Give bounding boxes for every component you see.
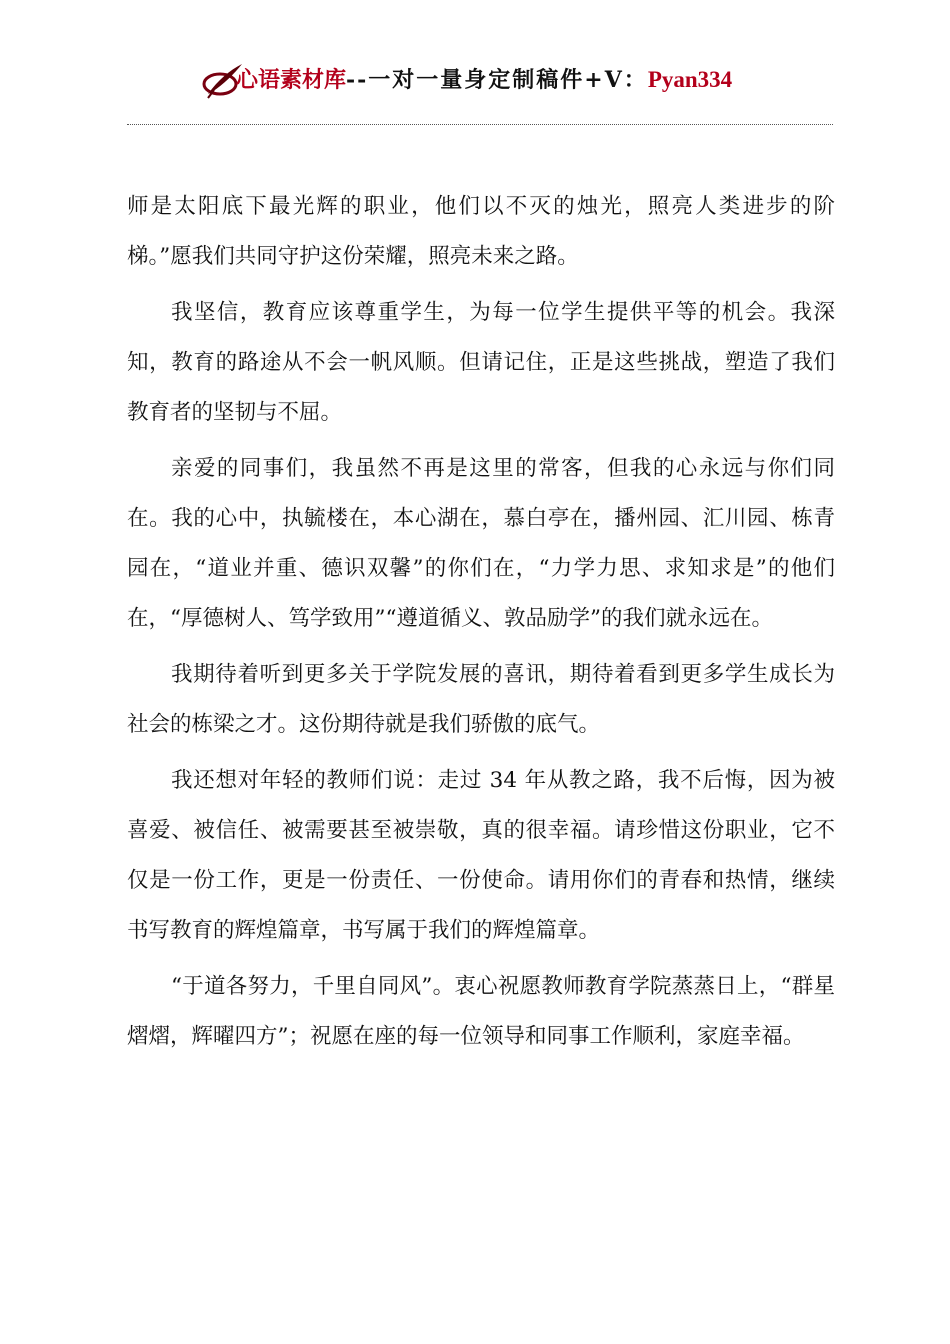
header-divider [127, 124, 833, 125]
header-separator: -- [346, 67, 369, 93]
paragraph: 我期待着听到更多关于学院发展的喜讯，期待着看到更多学生成长为社会的栋梁之才。这份期待就是我们骄傲的底气。 [127, 662, 835, 737]
document-body [127, 182, 835, 1068]
paragraph: 我坚信，教育应该尊重学生，为每一位学生提供平等的机会。我深知，教育的路途从不会一帆风顺。但请记住，正是这些挑战，塑造了我们教育者的坚韧与不屈。 [127, 300, 835, 425]
header-title [236, 66, 732, 94]
paragraph: 师是太阳底下最光辉的职业，他们以不灭的烛光，照亮人类进步的阶梯。”愿我们共同守护这份荣耀，照亮未来之路。 [127, 194, 835, 269]
paragraph: “于道各努力，千里自同风”。衷心祝愿教师教育学院蒸蒸日上，“群星熠熠，辉曜四方”；祝愿在座的每一位领导和同事工作顺利，家庭幸福。 [127, 974, 835, 1049]
brand-name: 心语素材库 [236, 67, 347, 93]
contact-prefix: +V： [584, 67, 648, 93]
page-header [0, 58, 950, 104]
paragraph: 亲爱的同事们，我虽然不再是这里的常客，但我的心永远与你们同在。我的心中，执毓楼在，本心湖在，慕白亭在，播州园、汇川园、栋青园在，“道业并重、德识双馨”的你们在，“力学力思、求知求是”的他们在，“厚德树人、笃学致用”“遵道循义、敦品励学”的我们就永远在。 [127, 456, 835, 631]
header-tagline: 一对一量身定制稿件 [368, 67, 585, 93]
paragraph: 我还想对年轻的教师们说：走过 34 年从教之路，我不后悔，因为被喜爱、被信任、被需要甚至被崇敬，真的很幸福。请珍惜这份职业，它不仅是一份工作，更是一份责任、一份使命。请用你们的青春和热情，继续书写教育的辉煌篇章，书写属于我们的辉煌篇章。 [127, 768, 835, 943]
contact-id: Pyan334 [647, 67, 733, 92]
